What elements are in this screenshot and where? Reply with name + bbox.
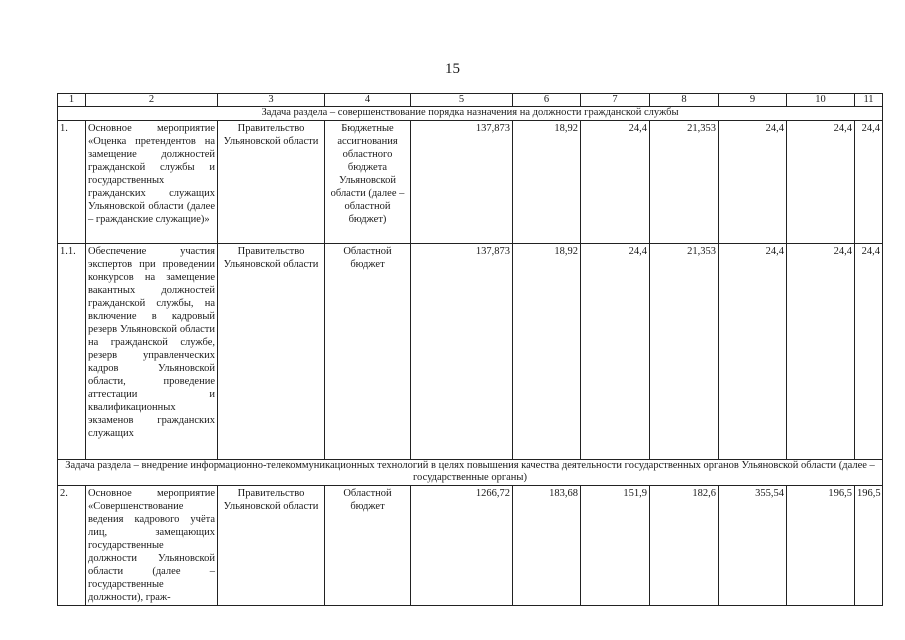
page-number: 15 [445,61,460,77]
col-number-cell: 2 [86,94,218,107]
table-row [58,485,883,605]
activity-description: Обеспечение участия экспертов при проведении конкурсов на замещение вакантных должностей гражданской службы, на включение в кадровый резерв Ульяновской области на гражданской службе, резерв управленческих кадров Ульяновской области, проведение аттестации и квалификационных экзаменов гражданских служащих [86,243,218,459]
column-number-row [58,94,883,107]
section-task-text: Задача раздела – совершенствование порядка назначения на должности гражданской службы [58,107,883,121]
row-number: 1. [58,120,86,243]
value-cell: 1266,72 [411,485,513,605]
value-cell: 21,353 [650,243,719,459]
value-cell: 21,353 [650,120,719,243]
value-cell: 182,6 [650,485,719,605]
value-cell: 196,5 [787,485,855,605]
value-cell: 137,873 [411,243,513,459]
value-cell: 24,4 [581,243,650,459]
row-number: 2. [58,485,86,605]
table-row [58,120,883,243]
funding-source: Областной бюджет [325,485,411,605]
col-number-cell: 1 [58,94,86,107]
value-cell: 137,873 [411,120,513,243]
col-number-cell: 4 [325,94,411,107]
executor: Правительство Ульяновской области [218,485,325,605]
col-number-cell: 9 [719,94,787,107]
value-cell: 18,92 [513,243,581,459]
section-task-row [58,107,883,121]
col-number-cell: 11 [855,94,883,107]
col-number-cell: 6 [513,94,581,107]
value-cell: 24,4 [719,120,787,243]
value-cell: 18,92 [513,120,581,243]
col-number-cell: 8 [650,94,719,107]
funding-source: Областной бюджет [325,243,411,459]
value-cell: 183,68 [513,485,581,605]
section-task-text: Задача раздела – внедрение информационно-телекоммуникационных технологий в целях повышения качества деятельности государственных органов Ульяновской области (далее – государственные органы) [58,459,883,485]
value-cell: 24,4 [855,120,883,243]
section-task-row [58,459,883,485]
program-table [57,93,883,606]
value-cell: 196,5 [855,485,883,605]
activity-description: Основное мероприятие «Оценка претендентов на замещение должностей гражданской службы и государственных гражданских служащих Ульяновской области (далее – гражданские служащие)» [86,120,218,243]
col-number-cell: 5 [411,94,513,107]
value-cell: 24,4 [787,120,855,243]
value-cell: 24,4 [855,243,883,459]
executor: Правительство Ульяновской области [218,243,325,459]
activity-description: Основное мероприятие «Совершенствование ведения кадрового учёта лиц, замещающих государственные должности Ульяновской области (далее – государственные должности), граж- [86,485,218,605]
value-cell: 355,54 [719,485,787,605]
value-cell: 24,4 [581,120,650,243]
value-cell: 24,4 [719,243,787,459]
value-cell: 24,4 [787,243,855,459]
executor: Правительство Ульяновской области [218,120,325,243]
funding-source: Бюджетные ассигнования областного бюджета Ульяновской области (далее – областной бюджет) [325,120,411,243]
col-number-cell: 3 [218,94,325,107]
col-number-cell: 10 [787,94,855,107]
value-cell: 151,9 [581,485,650,605]
row-number: 1.1. [58,243,86,459]
table-row [58,243,883,459]
col-number-cell: 7 [581,94,650,107]
